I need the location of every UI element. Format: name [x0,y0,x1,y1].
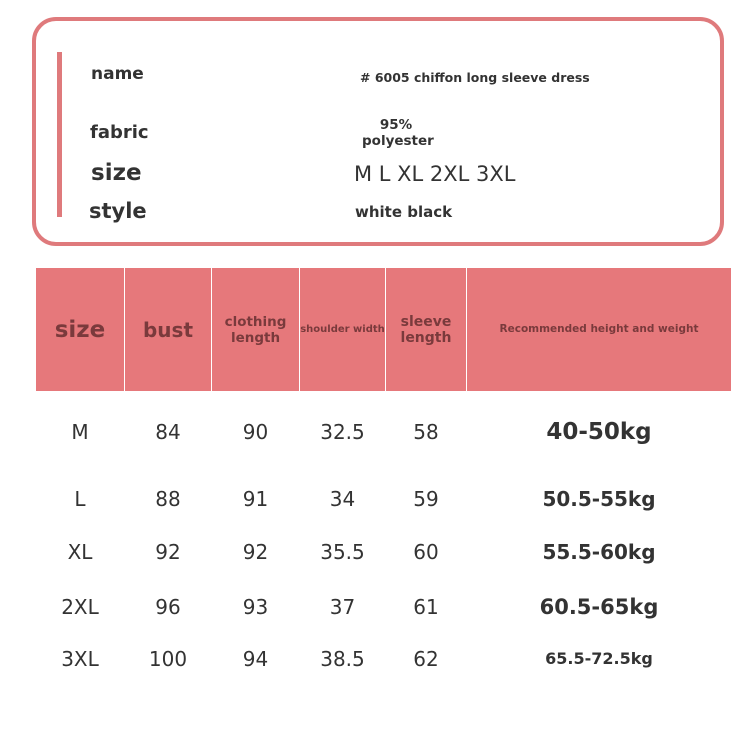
cell-sleeve-length: 62 [413,647,439,671]
cell-size: XL [67,540,93,564]
header-recommended-weight: Recommended height and weight [467,268,731,391]
info-accent-bar [57,52,62,217]
cell-size: L [74,487,86,511]
header-clothing-length: clothing length [212,268,299,391]
cell-recommended-weight: 60.5-65kg [539,595,659,619]
header-shoulder-width: shoulder width [300,268,385,391]
cell-recommended-weight: 50.5-55kg [542,487,656,511]
name-value: # 6005 chiffon long sleeve dress [360,70,590,85]
cell-sleeve-length: 60 [413,540,439,564]
cell-shoulder-width: 34 [329,487,356,511]
cell-clothing-length: 93 [242,595,269,619]
cell-recommended-weight: 40-50kg [546,419,652,445]
cell-size: M [71,420,89,444]
cell-shoulder-width: 38.5 [320,647,365,671]
header-size: size [36,268,124,391]
fabric-label: fabric [90,122,149,143]
cell-recommended-weight: 65.5-72.5kg [545,649,653,668]
name-label: name [91,64,144,84]
size-label: size [91,160,142,186]
cell-recommended-weight: 55.5-60kg [542,540,656,564]
cell-bust: 100 [148,647,188,671]
cell-bust: 88 [155,487,181,511]
cell-sleeve-length: 58 [413,420,439,444]
cell-clothing-length: 91 [242,487,269,511]
cell-bust: 84 [155,420,181,444]
size-value: M L XL 2XL 3XL [354,162,516,186]
cell-shoulder-width: 32.5 [320,420,365,444]
style-label: style [89,199,147,223]
cell-clothing-length: 92 [242,540,269,564]
cell-clothing-length: 94 [242,647,269,671]
cell-shoulder-width: 35.5 [320,540,365,564]
cell-size: 3XL [61,647,99,671]
cell-shoulder-width: 37 [329,595,356,619]
cell-bust: 96 [155,595,181,619]
cell-sleeve-length: 59 [413,487,439,511]
cell-bust: 92 [155,540,181,564]
header-sleeve-length: sleeve length [386,268,466,391]
header-bust: bust [125,268,211,391]
cell-size: 2XL [61,595,99,619]
cell-sleeve-length: 61 [413,595,439,619]
fabric-value: 95% polyester [362,117,434,149]
style-value: white black [355,203,453,221]
cell-clothing-length: 90 [242,420,269,444]
